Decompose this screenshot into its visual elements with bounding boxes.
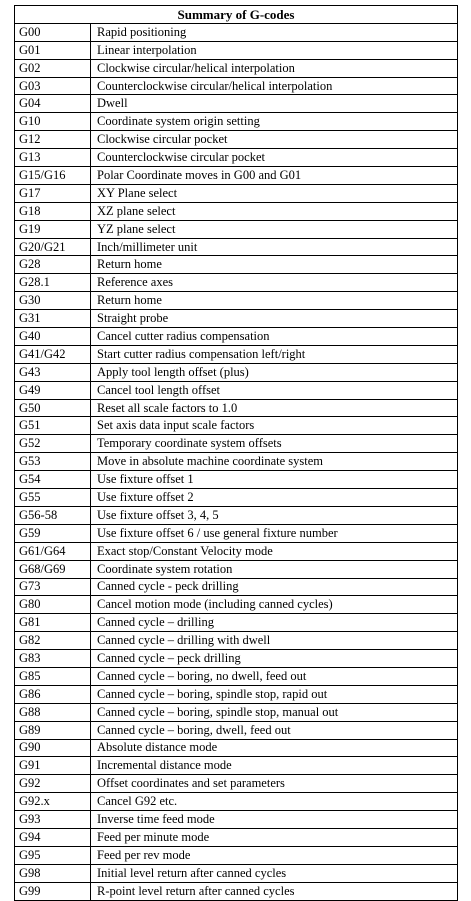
description-cell: Cancel motion mode (including canned cycles) [91,596,458,614]
description-cell: Rapid positioning [91,23,458,41]
table-row [15,131,458,149]
table-row [15,793,458,811]
table-row [15,471,458,489]
table-row [15,846,458,864]
gcode-cell: G73 [15,578,91,596]
gcode-cell: G98 [15,864,91,882]
description-cell: YZ plane select [91,220,458,238]
description-cell: Incremental distance mode [91,757,458,775]
table-row [15,489,458,507]
description-cell: Dwell [91,95,458,113]
gcode-cell: G54 [15,471,91,489]
table-row [15,184,458,202]
gcode-cell: G10 [15,113,91,131]
table-row [15,274,458,292]
gcode-cell: G86 [15,685,91,703]
table-row [15,775,458,793]
gcode-cell: G50 [15,399,91,417]
description-cell: Reset all scale factors to 1.0 [91,399,458,417]
description-cell: Apply tool length offset (plus) [91,363,458,381]
gcode-cell: G12 [15,131,91,149]
table-row [15,614,458,632]
description-cell: Set axis data input scale factors [91,417,458,435]
table-row [15,238,458,256]
gcode-cell: G88 [15,703,91,721]
description-cell: Counterclockwise circular pocket [91,149,458,167]
gcode-cell: G59 [15,524,91,542]
gcode-cell: G04 [15,95,91,113]
gcode-cell: G83 [15,650,91,668]
gcode-cell: G53 [15,453,91,471]
description-cell: R-point level return after canned cycles [91,882,458,900]
table-row [15,202,458,220]
gcode-cell: G30 [15,292,91,310]
gcode-cell: G90 [15,739,91,757]
gcode-cell: G19 [15,220,91,238]
table-row [15,113,458,131]
gcode-cell: G81 [15,614,91,632]
description-cell: Canned cycle – boring, dwell, feed out [91,721,458,739]
gcode-cell: G68/G69 [15,560,91,578]
table-row [15,828,458,846]
gcode-cell: G52 [15,435,91,453]
description-cell: Offset coordinates and set parameters [91,775,458,793]
gcode-cell: G91 [15,757,91,775]
table-row [15,77,458,95]
gcode-table [14,5,458,901]
table-row [15,95,458,113]
gcode-cell: G40 [15,328,91,346]
gcode-cell: G18 [15,202,91,220]
description-cell: Coordinate system rotation [91,560,458,578]
table-row [15,149,458,167]
gcode-cell: G49 [15,381,91,399]
gcode-cell: G82 [15,632,91,650]
description-cell: Use fixture offset 1 [91,471,458,489]
description-cell: Canned cycle – drilling [91,614,458,632]
description-cell: Cancel tool length offset [91,381,458,399]
table-row [15,506,458,524]
description-cell: Clockwise circular/helical interpolation [91,59,458,77]
description-cell: Use fixture offset 3, 4, 5 [91,506,458,524]
description-cell: Exact stop/Constant Velocity mode [91,542,458,560]
gcode-cell: G93 [15,811,91,829]
table-row [15,578,458,596]
gcode-cell: G01 [15,41,91,59]
gcode-cell: G55 [15,489,91,507]
description-cell: Coordinate system origin setting [91,113,458,131]
table-row [15,685,458,703]
table-row [15,292,458,310]
table-row [15,417,458,435]
table-row [15,167,458,185]
table-row [15,256,458,274]
description-cell: Straight probe [91,310,458,328]
description-cell: Inverse time feed mode [91,811,458,829]
table-row [15,560,458,578]
description-cell: XY Plane select [91,184,458,202]
description-cell: Initial level return after canned cycles [91,864,458,882]
gcode-cell: G94 [15,828,91,846]
table-row [15,220,458,238]
table-row [15,757,458,775]
gcode-cell: G51 [15,417,91,435]
table-body [15,23,458,900]
table-row [15,811,458,829]
table-row [15,399,458,417]
table-row [15,703,458,721]
description-cell: Canned cycle - peck drilling [91,578,458,596]
description-cell: Cancel cutter radius compensation [91,328,458,346]
description-cell: Use fixture offset 6 / use general fixture number [91,524,458,542]
table-row [15,596,458,614]
gcode-cell: G99 [15,882,91,900]
description-cell: Feed per rev mode [91,846,458,864]
gcode-cell: G92 [15,775,91,793]
table-row [15,345,458,363]
description-cell: Polar Coordinate moves in G00 and G01 [91,167,458,185]
description-cell: Canned cycle – boring, spindle stop, manual out [91,703,458,721]
description-cell: Feed per minute mode [91,828,458,846]
gcode-cell: G03 [15,77,91,95]
description-cell: Temporary coordinate system offsets [91,435,458,453]
table-row [15,667,458,685]
description-cell: Cancel G92 etc. [91,793,458,811]
table-header-row [15,6,458,24]
gcode-cell: G13 [15,149,91,167]
description-cell: XZ plane select [91,202,458,220]
table-row [15,739,458,757]
gcode-cell: G56-58 [15,506,91,524]
gcode-cell: G00 [15,23,91,41]
table-title: Summary of G-codes [15,6,458,24]
description-cell: Start cutter radius compensation left/right [91,345,458,363]
gcode-cell: G41/G42 [15,345,91,363]
gcode-cell: G89 [15,721,91,739]
table-row [15,363,458,381]
table-row [15,632,458,650]
description-cell: Canned cycle – boring, no dwell, feed out [91,667,458,685]
gcode-cell: G02 [15,59,91,77]
description-cell: Move in absolute machine coordinate system [91,453,458,471]
description-cell: Use fixture offset 2 [91,489,458,507]
gcode-cell: G17 [15,184,91,202]
description-cell: Clockwise circular pocket [91,131,458,149]
gcode-cell: G85 [15,667,91,685]
gcode-cell: G20/G21 [15,238,91,256]
table-row [15,435,458,453]
gcode-cell: G61/G64 [15,542,91,560]
gcode-cell: G92.x [15,793,91,811]
gcode-cell: G31 [15,310,91,328]
table-row [15,864,458,882]
table-row [15,453,458,471]
table-row [15,721,458,739]
description-cell: Canned cycle – boring, spindle stop, rapid out [91,685,458,703]
description-cell: Canned cycle – peck drilling [91,650,458,668]
table-row [15,41,458,59]
table-row [15,882,458,900]
table-row [15,650,458,668]
gcode-cell: G28.1 [15,274,91,292]
table-row [15,310,458,328]
description-cell: Canned cycle – drilling with dwell [91,632,458,650]
description-cell: Inch/millimeter unit [91,238,458,256]
gcode-cell: G80 [15,596,91,614]
description-cell: Reference axes [91,274,458,292]
gcode-summary-document [14,5,457,901]
description-cell: Linear interpolation [91,41,458,59]
description-cell: Return home [91,292,458,310]
table-row [15,381,458,399]
table-row [15,328,458,346]
description-cell: Counterclockwise circular/helical interpolation [91,77,458,95]
gcode-cell: G95 [15,846,91,864]
gcode-cell: G28 [15,256,91,274]
gcode-cell: G15/G16 [15,167,91,185]
table-row [15,524,458,542]
table-row [15,542,458,560]
description-cell: Return home [91,256,458,274]
gcode-cell: G43 [15,363,91,381]
description-cell: Absolute distance mode [91,739,458,757]
table-row [15,23,458,41]
table-row [15,59,458,77]
